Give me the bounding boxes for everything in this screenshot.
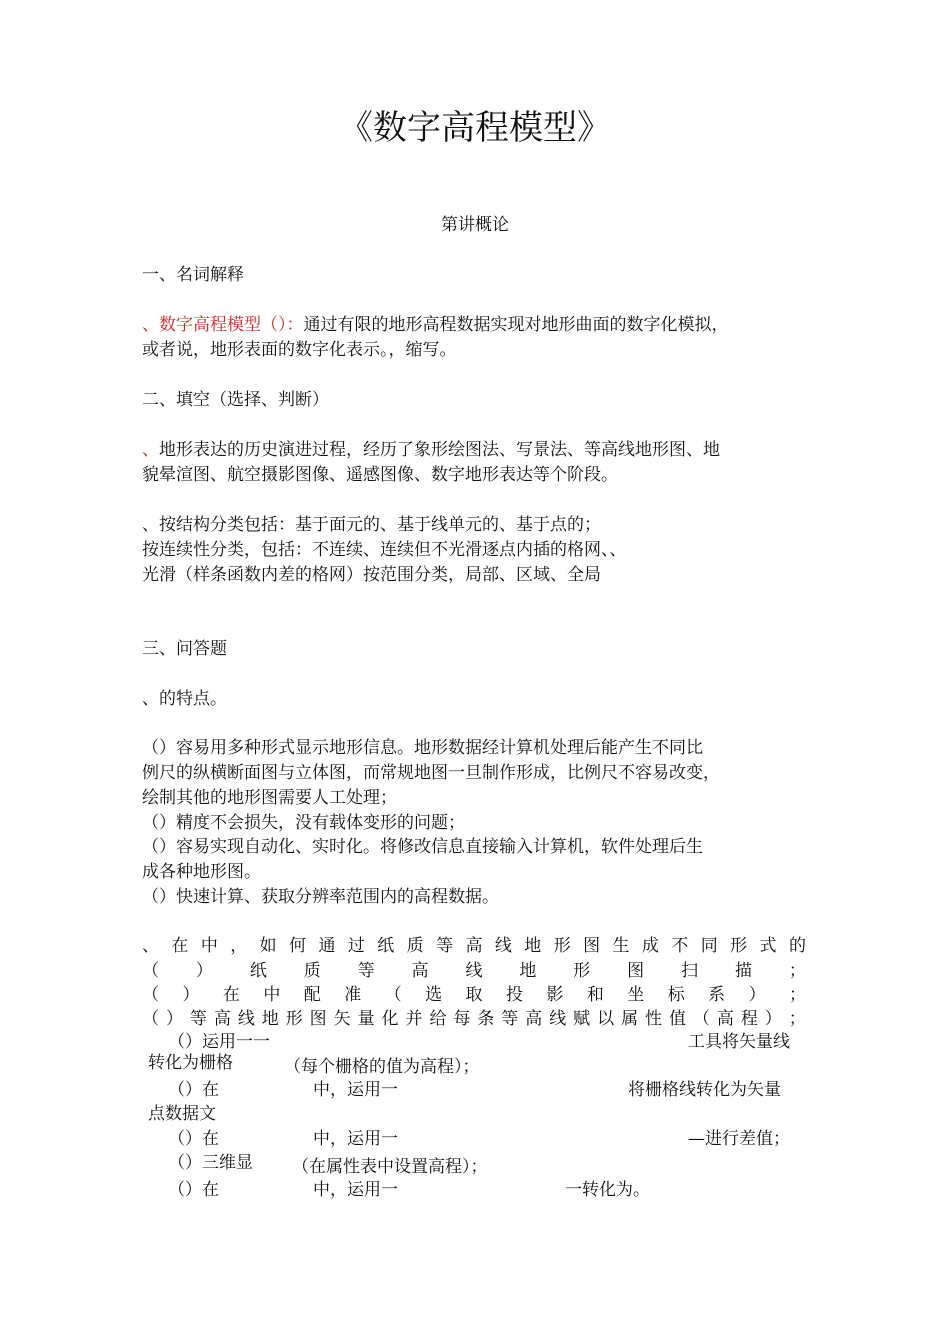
- section-heading-1: 一、名词解释: [142, 265, 244, 285]
- justified-char: 准: [344, 985, 362, 1005]
- justified-char: 线: [237, 1009, 255, 1029]
- justified-char: 如: [259, 936, 277, 956]
- justified-char: 等: [189, 1009, 207, 1029]
- justified-char: 矢: [333, 1009, 351, 1029]
- justified-char: 等: [501, 1009, 519, 1029]
- question-2-line-1: [142, 935, 806, 957]
- step-4-part-b: 工具将矢量线: [688, 1032, 790, 1052]
- justified-char: 图: [309, 1009, 327, 1029]
- definition-line-1: [142, 314, 729, 336]
- justified-char: 线: [494, 936, 512, 956]
- justified-char: 标: [667, 985, 685, 1005]
- fill-text: 地形表达的历史演进过程，经历了象形绘图法、写景法、等高线地形图、地: [159, 440, 720, 460]
- justified-char: 取: [465, 985, 483, 1005]
- step-7-part-b: （在属性表中设置高程）；: [292, 1157, 488, 1177]
- justified-char: 中: [200, 936, 218, 956]
- justified-char: 影: [546, 985, 564, 1005]
- term-dem: 、数字高程模型（）: [142, 315, 287, 335]
- justified-char: 给: [429, 1009, 447, 1029]
- justified-char: 并: [405, 1009, 423, 1029]
- justified-char: 高: [213, 1009, 231, 1029]
- answer-line-7: （）快速计算、获取分辨率范围内的高程数据。: [142, 887, 499, 907]
- answer-line-4: （）精度不会损失，没有载体变形的问题；: [142, 813, 465, 833]
- justified-char: 描: [734, 961, 752, 981]
- justified-char: 每: [453, 1009, 471, 1029]
- justified-char: 形: [285, 1009, 303, 1029]
- justified-char: 程: [740, 1009, 758, 1029]
- document-title: 《数字高程模型》: [339, 108, 611, 148]
- justified-char: ；: [789, 985, 806, 1005]
- answer-line-3: 绘制其他的地形图需要人工处理；: [142, 788, 397, 808]
- justified-char: （: [142, 985, 159, 1005]
- step-4-part-c: 转化为栅格: [148, 1053, 233, 1073]
- step-5-part-c: 将栅格线转化为矢量: [628, 1080, 781, 1100]
- step-6-part-c: —进行差值；: [688, 1129, 790, 1149]
- justified-char: ）: [748, 985, 766, 1005]
- fill-paragraph-2-line-2: 按连续性分类，包括：不连续、连续但不光滑逐点内插的格网、、: [142, 540, 627, 560]
- justified-char: 高: [716, 1009, 734, 1029]
- justified-char: ；: [788, 961, 806, 981]
- justified-char: （: [384, 985, 402, 1005]
- answer-line-2: 例尺的纵横断面图与立体图，而常规地图一旦制作形成，比例尺不容易改变，: [142, 763, 720, 783]
- justified-char: ；: [788, 1009, 806, 1029]
- item-mark: 、: [142, 440, 159, 460]
- justified-char: ，: [230, 936, 248, 956]
- justified-char: ）: [182, 985, 200, 1005]
- justified-char: 线: [549, 1009, 567, 1029]
- justified-char: （: [692, 1009, 710, 1029]
- step-5-part-b: 中，运用一: [313, 1080, 398, 1100]
- section-heading-2: 二、填空（选择、判断）: [142, 390, 329, 410]
- term-colon: ：: [286, 315, 304, 335]
- justified-char: 地: [261, 1009, 279, 1029]
- step-5-part-a: （）在: [168, 1080, 219, 1100]
- justified-char: 量: [357, 1009, 375, 1029]
- justified-char: 高: [525, 1009, 543, 1029]
- justified-char: 图: [627, 961, 645, 981]
- step-8-part-c: 一转化为。: [565, 1180, 650, 1200]
- answer-line-5: （）容易实现自动化、实时化。将修改信息直接输入计算机，软件处理后生: [142, 837, 703, 857]
- justified-char: 配: [303, 985, 321, 1005]
- justified-char: 形: [573, 961, 591, 981]
- step-8-part-b: 中，运用一: [313, 1180, 398, 1200]
- step-6-part-a: （）在: [168, 1129, 219, 1149]
- question-2-line-3: [142, 984, 806, 1006]
- justified-char: 性: [645, 1009, 663, 1029]
- step-6-part-b: 中，运用一: [313, 1129, 398, 1149]
- step-8-part-a: （）在: [168, 1180, 219, 1200]
- justified-char: ）: [165, 1009, 183, 1029]
- question-2-line-2: [142, 960, 806, 982]
- justified-char: 属: [621, 1009, 639, 1029]
- step-4-part-a: （）运用一一: [168, 1032, 270, 1052]
- section-heading-3: 三、问答题: [142, 639, 227, 659]
- justified-char: 赋: [573, 1009, 591, 1029]
- definition-line-2: 或者说，地形表面的数字化表示。，缩写。: [142, 340, 457, 360]
- justified-char: ）: [764, 1009, 782, 1029]
- question-2-line-4: [142, 1008, 806, 1030]
- justified-char: ）: [195, 961, 213, 981]
- justified-char: 在: [171, 936, 189, 956]
- answer-line-1: （）容易用多种形式显示地形信息。地形数据经计算机处理后能产生不同比: [142, 738, 703, 758]
- justified-char: 中: [263, 985, 281, 1005]
- step-5-part-d: 点数据文: [148, 1104, 216, 1124]
- justified-char: 不: [671, 936, 689, 956]
- fill-paragraph-1-line-1: [142, 439, 720, 461]
- justified-char: 地: [519, 961, 537, 981]
- justified-char: 和: [586, 985, 604, 1005]
- fill-paragraph-1-line-2: 貌晕渲图、航空摄影图像、遥感图像、数字地形表达等个阶段。: [142, 465, 618, 485]
- justified-char: 系: [708, 985, 726, 1005]
- justified-char: 何: [289, 936, 307, 956]
- justified-char: 条: [477, 1009, 495, 1029]
- lecture-subtitle: 第讲概论: [441, 215, 509, 235]
- justified-char: 、: [142, 936, 159, 956]
- answer-line-6: 成各种地形图。: [142, 862, 261, 882]
- justified-char: 纸: [377, 936, 395, 956]
- justified-char: 高: [411, 961, 429, 981]
- justified-char: 质: [406, 936, 424, 956]
- justified-char: 在: [222, 985, 240, 1005]
- justified-char: 纸: [249, 961, 267, 981]
- justified-char: 过: [347, 936, 365, 956]
- justified-char: 形: [553, 936, 571, 956]
- step-7-part-a: （）三维显: [168, 1153, 253, 1173]
- justified-char: 生: [612, 936, 630, 956]
- justified-char: 式: [759, 936, 777, 956]
- justified-char: 等: [357, 961, 375, 981]
- justified-char: 值: [668, 1009, 686, 1029]
- fill-paragraph-2-line-1: 、按结构分类包括：基于面元的、基于线单元的、基于点的；: [142, 515, 601, 535]
- definition-text: 通过有限的地形高程数据实现对地形曲面的数字化模拟，: [303, 315, 729, 335]
- justified-char: 质: [303, 961, 321, 981]
- justified-char: 线: [465, 961, 483, 981]
- justified-char: 化: [381, 1009, 399, 1029]
- justified-char: 图: [583, 936, 601, 956]
- justified-char: 等: [436, 936, 454, 956]
- fill-paragraph-2-line-3: 光滑（样条函数内差的格网）按范围分类，局部、区域、全局: [142, 565, 601, 585]
- justified-char: 投: [505, 985, 523, 1005]
- justified-char: 地: [524, 936, 542, 956]
- justified-char: 形: [730, 936, 748, 956]
- justified-char: 高: [465, 936, 483, 956]
- justified-char: 同: [700, 936, 718, 956]
- justified-char: 的: [788, 936, 806, 956]
- justified-char: 选: [425, 985, 443, 1005]
- justified-char: 扫: [681, 961, 699, 981]
- step-4-part-d: （每个栅格的值为高程）；: [284, 1057, 480, 1077]
- justified-char: （: [142, 961, 159, 981]
- justified-char: 以: [597, 1009, 615, 1029]
- justified-char: 坐: [627, 985, 645, 1005]
- justified-char: 成: [641, 936, 659, 956]
- question-1: 、的特点。: [142, 689, 227, 709]
- justified-char: 通: [318, 936, 336, 956]
- justified-char: （: [142, 1009, 159, 1029]
